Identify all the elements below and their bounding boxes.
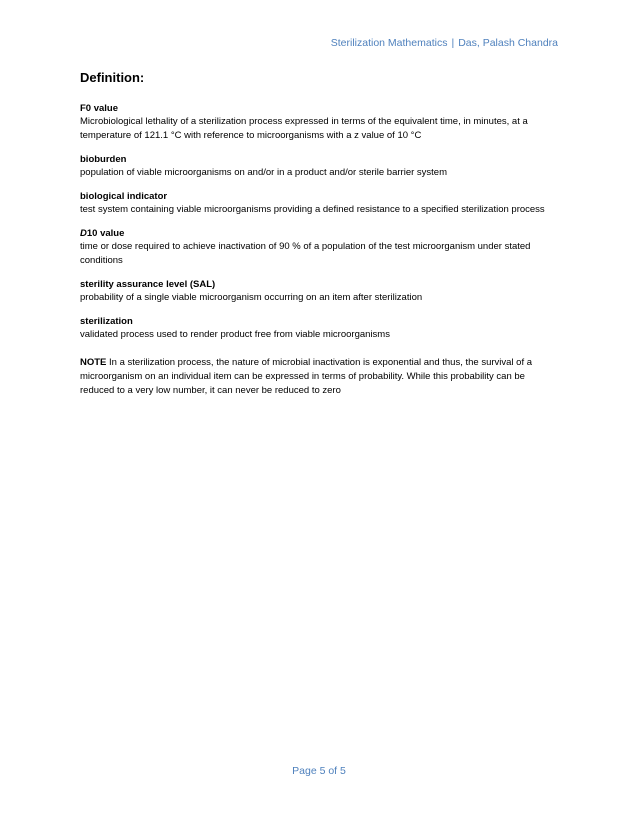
definition-term [80, 227, 560, 240]
term-label: bioburden [80, 154, 127, 165]
definition-text: test system containing viable microorganisms providing a defined resistance to a specified sterilization process [80, 204, 545, 215]
definition-entry-bioburden [80, 153, 560, 180]
definition-term [80, 102, 560, 115]
definition-text: time or dose required to achieve inactivation of 90 % of a population of the test microorganism under stated conditions [80, 241, 531, 266]
note-paragraph [80, 356, 560, 398]
definition-entry-d10 [80, 227, 560, 268]
definition-entry-sal [80, 278, 560, 305]
term-label: 10 value [86, 228, 125, 239]
definition-entry-sterilization [80, 315, 560, 342]
note-label: NOTE [80, 357, 107, 368]
term-label: F0 value [80, 103, 119, 114]
page-footer [0, 765, 638, 777]
section-heading: Definition: [80, 70, 145, 85]
definition-text: probability of a single viable microorganism occurring on an item after sterilization [80, 292, 423, 303]
definition-entry-f0 [80, 102, 560, 143]
term-prefix-italic: D [80, 228, 87, 239]
header-title: Sterilization Mathematics [330, 37, 448, 49]
term-label: sterility assurance level (SAL) [80, 279, 216, 290]
definition-term [80, 278, 560, 291]
header-separator: | [451, 37, 455, 49]
page-number: Page 5 of 5 [292, 765, 346, 777]
document-body [80, 70, 560, 398]
definition-text: population of viable microorganisms on and/or in a product and/or sterile barrier system [80, 167, 447, 178]
definition-term [80, 315, 560, 328]
definition-text: validated process used to render product free from viable microorganisms [80, 329, 390, 340]
header-author: Das, Palash Chandra [458, 37, 558, 49]
page-header [331, 37, 558, 49]
definition-text: Microbiological lethality of a sterilization process expressed in terms of the equivalent time, in minutes, at a temperature of 121.1 °C with reference to microorganisms with a z value of 10 °C [80, 116, 528, 141]
term-label: biological indicator [80, 191, 168, 202]
term-label: sterilization [80, 316, 133, 327]
note-text: In a sterilization process, the nature of microbial inactivation is exponential and thus, the survival of a microorganism on an individual item can be expressed in terms of probability. While this probability can be reduced to a very low number, it can never be reduced to zero [80, 357, 533, 396]
definition-term [80, 190, 560, 203]
definition-term [80, 153, 560, 166]
definition-entry-biological-indicator [80, 190, 560, 217]
